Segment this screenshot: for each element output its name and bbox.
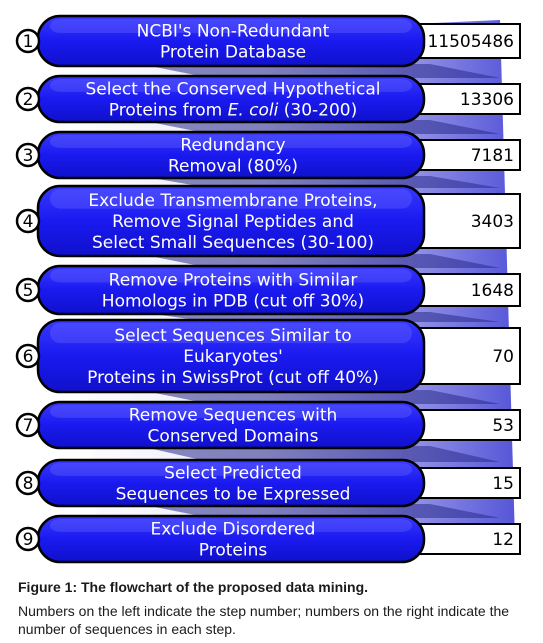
flow-step	[17, 266, 520, 314]
step-label-line: Select Sequences Similar to	[114, 326, 352, 346]
sequence-count: 3403	[470, 212, 514, 232]
step-label-line: Select Small Sequences (30-100)	[91, 233, 375, 253]
sequence-count: 1648	[470, 281, 514, 301]
step-label-line: Exclude Transmembrane Proteins,	[88, 191, 378, 211]
figure-caption	[18, 578, 538, 638]
step-label-line: Remove Proteins with Similar	[108, 270, 358, 291]
caption-title: Figure 1: The flowchart of the proposed data mining.	[18, 579, 369, 595]
step-label-line: Homologs in PDB (cut off 30%)	[101, 291, 365, 312]
sequence-count: 70	[492, 347, 514, 367]
step-label-line: Eukaryotes'	[183, 347, 283, 367]
step-number: 9	[22, 530, 34, 550]
step-label-line: Remove Sequences with	[128, 405, 338, 426]
sequence-count: 7181	[470, 146, 514, 166]
sequence-count: 13306	[459, 90, 514, 110]
step-label-line: Proteins from E. coli (30-200)	[108, 100, 358, 121]
step-number: 3	[22, 146, 34, 166]
step-label-line: NCBI's Non-Redundant	[136, 21, 330, 42]
step-label-line: Select the Conserved Hypothetical	[85, 79, 381, 100]
step-number: 1	[22, 32, 34, 52]
step-label-line: Removal (80%)	[167, 156, 299, 177]
flow-step	[17, 320, 520, 392]
flow-step	[17, 16, 520, 66]
step-label-line: Sequences to be Expressed	[115, 484, 351, 505]
caption-body: Numbers on the left indicate the step number; numbers on the right indicate the number of sequences in each step.	[18, 603, 510, 637]
step-label-line: Proteins	[198, 540, 268, 561]
step-number: 4	[22, 212, 34, 232]
step-label-line: Redundancy	[180, 135, 286, 156]
step-label-line: Remove Signal Peptides and	[112, 212, 354, 232]
step-label-line: Exclude Disordered	[150, 519, 316, 540]
step-number: 7	[22, 416, 34, 436]
step-number: 8	[22, 474, 34, 494]
sequence-count: 15	[492, 474, 514, 494]
flow-step	[17, 186, 520, 256]
step-number: 6	[22, 347, 34, 367]
step-label-line: Protein Database	[159, 42, 307, 63]
sequence-count: 11505486	[427, 32, 514, 52]
step-label-line: Select Predicted	[164, 463, 302, 484]
step-number: 2	[22, 90, 34, 110]
step-label-line: Conserved Domains	[147, 426, 319, 447]
sequence-count: 12	[492, 530, 514, 550]
sequence-count: 53	[492, 416, 514, 436]
step-label-line: Proteins in SwissProt (cut off 40%)	[87, 368, 379, 388]
step-number: 5	[22, 281, 34, 301]
